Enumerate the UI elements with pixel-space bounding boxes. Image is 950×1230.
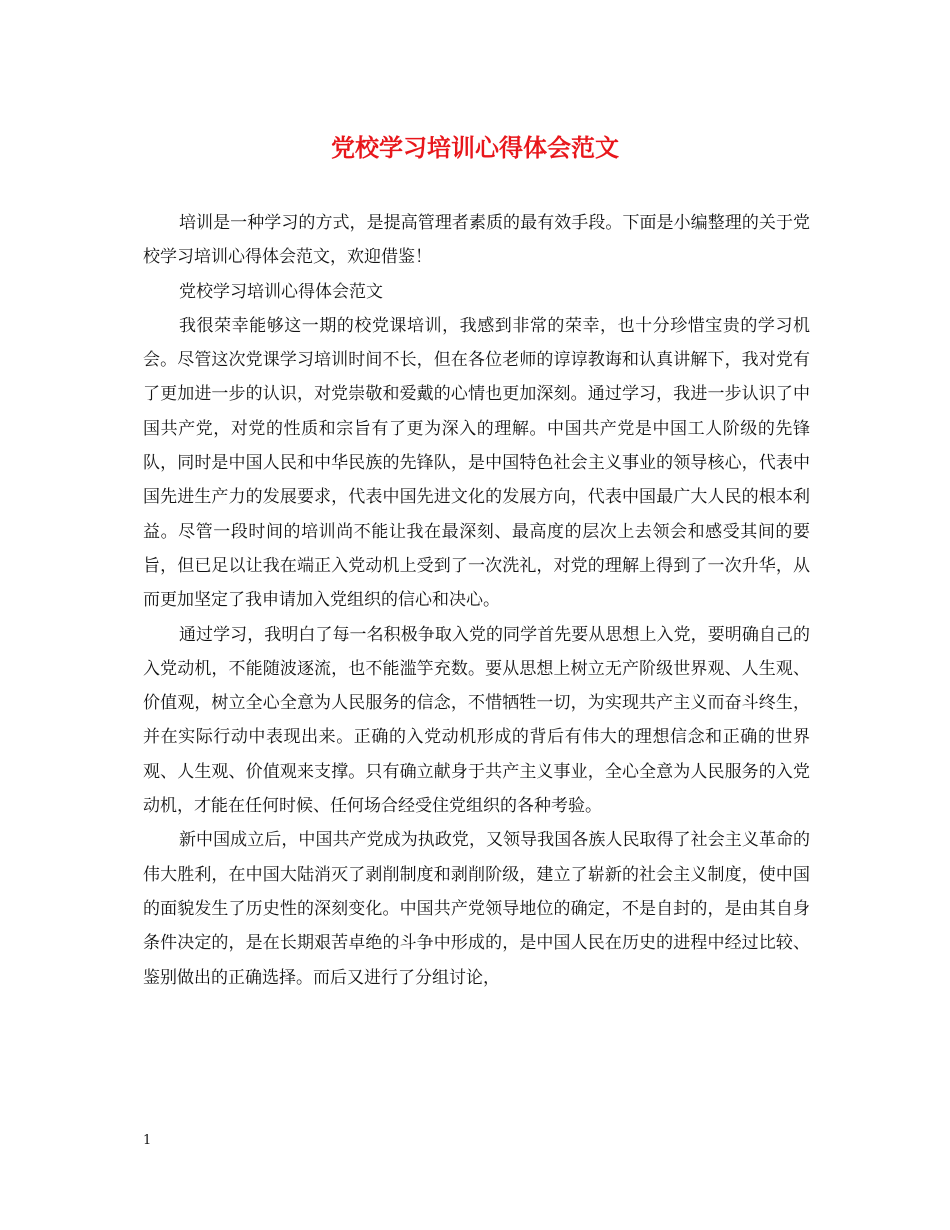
section-heading: 党校学习培训心得体会范文 <box>179 281 383 302</box>
page-number: 1 <box>143 1133 152 1148</box>
document-body <box>143 206 810 995</box>
body-paragraph-2: 通过学习，我明白了每一名积极争取入党的同学首先要从思想上入党，要明确自己的入党动机，不能随波逐流，也不能滥竽充数。要从思想上树立无产阶级世界观、人生观、价值观，树立全心全意为人民服务的信念，不惜牺牲一切，为实现共产主义而奋斗终生，并在实际行动中表现出来。正确的入党动机形成的背后有伟大的理想信念和正确的世界观、人生观、价值观来支撑。只有确立献身于共产主义事业，全心全意为人民服务的入党动机，才能在任何时候、任何场合经受住党组织的各种考验。 <box>143 624 810 817</box>
intro-paragraph: 培训是一种学习的方式，是提高管理者素质的最有效手段。下面是小编整理的关于党校学习培训心得体会范文，欢迎借鉴！ <box>143 213 810 268</box>
document-title: 党校学习培训心得体会范文 <box>331 133 619 162</box>
body-paragraph-1: 我很荣幸能够这一期的校党课培训，我感到非常的荣幸，也十分珍惜宝贵的学习机会。尽管这次党课学习培训时间不长，但在各位老师的谆谆教诲和认真讲解下，我对党有了更加进一步的认识，对党崇敬和爱戴的心情也更加深刻。通过学习，我进一步认识了中国共产党，对党的性质和宗旨有了更为深入的理解。中国共产党是中国工人阶级的先锋队，同时是中国人民和中华民族的先锋队，是中国特色社会主义事业的领导核心，代表中国先进生产力的发展要求，代表中国先进文化的发展方向，代表中国最广大人民的根本利益。尽管一段时间的培训尚不能让我在最深刻、最高度的层次上去领会和感受其间的要旨，但已足以让我在端正入党动机上受到了一次洗礼，对党的理解上得到了一次升华，从而更加坚定了我申请加入党组织的信心和决心。 <box>143 315 810 611</box>
body-paragraph-3: 新中国成立后，中国共产党成为执政党，又领导我国各族人民取得了社会主义革命的伟大胜利，在中国大陆消灭了剥削制度和剥削阶级，建立了崭新的社会主义制度，使中国的面貌发生了历史性的深刻变化。中国共产党领导地位的确定，不是自封的，是由其自身条件决定的，是在长期艰苦卓绝的斗争中形成的，是中国人民在历史的进程中经过比较、鉴别做出的正确选择。而后又进行了分组讨论， <box>143 830 810 988</box>
